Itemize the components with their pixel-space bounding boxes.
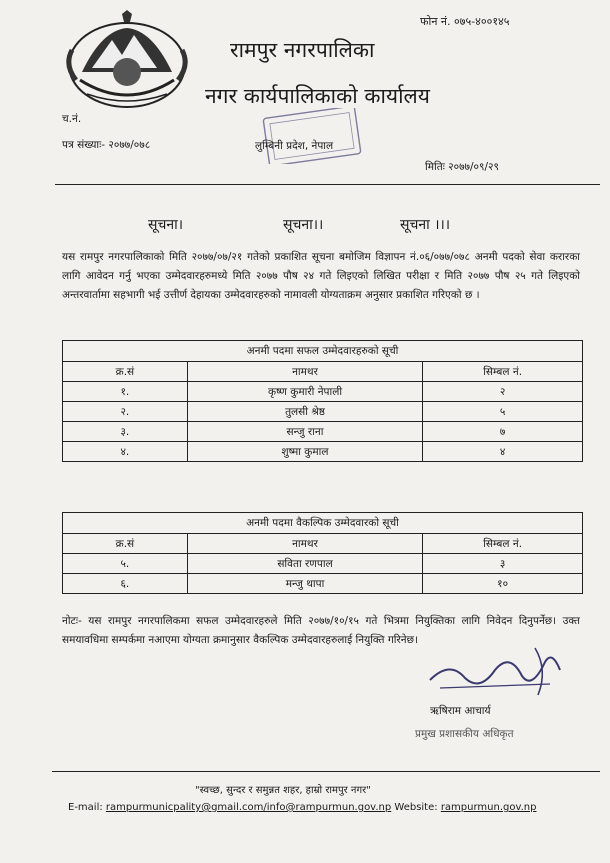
successful-candidates-table [62, 340, 583, 462]
alternate-candidates-table [62, 512, 583, 594]
name-cell: मन्जु थापा [187, 574, 423, 594]
signatory-title: प्रमुख प्रशासकीय अधिकृत [415, 728, 514, 740]
column-header: नामथर [187, 362, 423, 382]
notice-heading-3: सूचना ।।। [400, 217, 451, 233]
symbol-cell: ५ [423, 402, 583, 422]
serial-cell: ६. [63, 574, 188, 594]
letter-number: पत्र संख्याः- २०७७/०७८ [62, 139, 151, 151]
table-row [63, 382, 583, 402]
table-caption: अनमी पदमा वैकल्पिक उम्मेदवारको सूची [63, 513, 583, 534]
table-row [63, 422, 583, 442]
serial-cell: ५. [63, 554, 188, 574]
column-header: सिम्बल नं. [423, 362, 583, 382]
table-row [63, 574, 583, 594]
name-cell: सविता रणपाल [187, 554, 423, 574]
name-cell: सन्जु राना [187, 422, 423, 442]
symbol-cell: ३ [423, 554, 583, 574]
handwritten-signature [410, 640, 570, 700]
symbol-cell: ४ [423, 442, 583, 462]
symbol-cell: १० [423, 574, 583, 594]
serial-cell: ४. [63, 442, 188, 462]
province-location: लुम्बिनी प्रदेश, नेपाल [255, 140, 334, 152]
column-header: नामथर [187, 534, 423, 554]
header-divider [55, 184, 600, 185]
notice-paragraph: यस रामपुर नगरपालिकाको मिति २०७७/०७/२१ गतेको प्रकाशित सूचना बमोजिम विज्ञापन नं.०६/०७७/०७८ अनमी पदको सेवा करारका लागि आवेदन गर्नु भएका उम्मेदवारहरुमध्ये मिति २०७७ पौष २४ गते लिइएको लिखित परीक्षा र मिति २०७७ पौष २५ गते लिइएको अन्तरवार्तामा सहभागी भई उत्तीर्ण देहायका उम्मेदवारहरुको नामावली योग्यताक्रम अनुसार प्रकाशित गरिएको छ । [62, 251, 580, 301]
notice-heading-1: सूचना। [148, 217, 184, 233]
footer-contact [68, 802, 536, 813]
signatory-name: ऋषिराम आचार्य [430, 705, 491, 717]
letter-date: मितिः २०७७/०९/२९ [425, 161, 499, 173]
email-link[interactable]: rampurmunicpality@gmail.com/info@rampurmun.gov.np [105, 802, 392, 813]
symbol-cell: २ [423, 382, 583, 402]
table-row [63, 554, 583, 574]
column-header: क्र.सं [63, 534, 188, 554]
column-header: क्र.सं [63, 362, 188, 382]
footer-divider [52, 771, 600, 772]
email-label: E-mail: [68, 802, 103, 813]
serial-cell: २. [63, 402, 188, 422]
note-paragraph: नोटः- यस रामपुर नगरपालिकमा सफल उम्मेदवारहरुले मिति २०७७/१०/१५ गते भित्रमा नियुक्तिका लागि निवेदन दिनुपर्नेछ। उक्त समयावधिमा सम्पर्कमा नआएमा योग्यता क्रमानुसार वैकल्पिक उम्मेदवारहरुलाई नियुक्ति गरिनेछ। [62, 615, 580, 646]
website-link[interactable]: rampurmun.gov.np [440, 802, 537, 813]
office-subtitle: नगर कार्यपालिकाको कार्यालय [205, 84, 430, 108]
cha-number: च.नं. [62, 113, 82, 125]
name-cell: कृष्ण कुमारी नेपाली [187, 382, 423, 402]
phone-number: फोन नं. ०७५-४००१४५ [420, 15, 510, 28]
table-row [63, 402, 583, 422]
notice-heading-2: सूचना।। [283, 217, 324, 233]
table-row [63, 442, 583, 462]
footer-slogan: "स्वच्छ, सुन्दर र समुन्नत शहर, हाम्रो रामपुर नगर" [195, 785, 371, 796]
name-cell: शुष्मा कुमाल [187, 442, 423, 462]
serial-cell: १. [63, 382, 188, 402]
office-stamp [262, 108, 362, 164]
table-caption: अनमी पदमा सफल उम्मेदवारहरुको सूची [63, 341, 583, 362]
name-cell: तुलसी श्रेष्ठ [187, 402, 423, 422]
symbol-cell: ७ [423, 422, 583, 442]
serial-cell: ३. [63, 422, 188, 442]
column-header: सिम्बल नं. [423, 534, 583, 554]
office-name: रामपुर नगरपालिका [230, 38, 375, 62]
website-label: Website: [394, 802, 438, 813]
nepal-emblem-logo [62, 10, 192, 110]
